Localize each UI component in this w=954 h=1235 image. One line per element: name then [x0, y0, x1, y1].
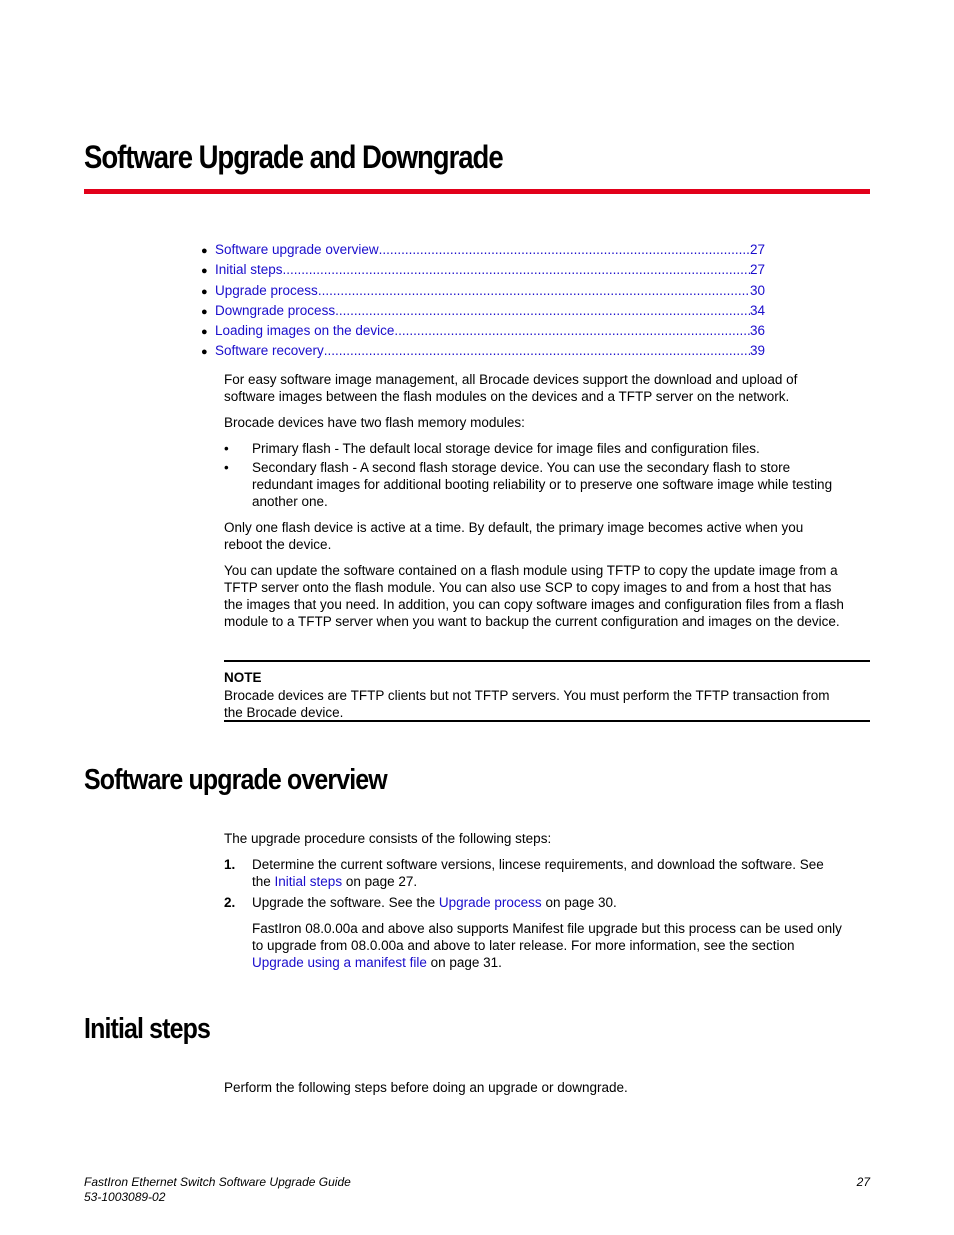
bullet-mark: •: [224, 460, 229, 475]
toc-link[interactable]: Initial steps: [215, 262, 283, 278]
intro-paragraph-3: [224, 519, 874, 553]
title-rule: [84, 189, 870, 194]
toc-page[interactable]: 34: [749, 302, 765, 318]
text-line: another one.: [252, 494, 328, 509]
toc-page[interactable]: 30: [749, 282, 765, 298]
step-number: 1.: [224, 857, 236, 872]
intro-paragraph-4: [224, 562, 874, 630]
toc-link[interactable]: Upgrade process: [215, 282, 318, 298]
toc-page[interactable]: 27: [749, 242, 765, 257]
text-line: Determine the current software versions, lincese requirements, and download the software. See: [252, 857, 824, 872]
text-line: reboot the device.: [224, 537, 332, 552]
page-title: Software Upgrade and Downgrade: [84, 139, 503, 175]
text-span: Upgrade the software. See the: [252, 895, 439, 910]
toc-page[interactable]: 36: [749, 323, 765, 339]
text-line: Secondary flash - A second flash storage device. You can use the secondary flash to store: [252, 460, 791, 475]
bullet-icon: ●: [201, 245, 208, 257]
intro-paragraph-2: Brocade devices have two flash memory modules:: [224, 415, 525, 430]
toc-item[interactable]: [201, 240, 765, 260]
bullet-icon: ●: [201, 326, 208, 339]
text-line: You can update the software contained on a flash module using TFTP to copy the update image from a: [224, 563, 838, 578]
bullet-mark: •: [224, 441, 229, 456]
toc-page[interactable]: 27: [749, 262, 765, 278]
toc-page[interactable]: 39: [749, 343, 765, 359]
footer-guide-title: FastIron Ethernet Switch Software Upgrade Guide: [84, 1175, 351, 1189]
bullet-icon: ●: [201, 305, 208, 318]
text-line: redundant images for additional booting reliability or to preserve one software image while testing: [252, 477, 833, 492]
bullet-icon: ●: [201, 265, 208, 278]
toc-leader: [324, 341, 750, 361]
toc-leader: [335, 301, 750, 321]
note-label: NOTE: [224, 670, 262, 685]
text-line: [252, 954, 862, 971]
page-footer: [84, 1175, 870, 1205]
toc-item[interactable]: [201, 281, 765, 301]
text-line: FastIron 08.0.00a and above also supports Manifest file upgrade but this process can be used only: [252, 921, 842, 936]
upgrade-process-link[interactable]: Upgrade process: [438, 895, 542, 910]
toc-link[interactable]: Downgrade process: [215, 302, 336, 318]
toc-leader: [379, 240, 750, 260]
step-number: 2.: [224, 895, 236, 910]
mini-toc: [201, 240, 765, 362]
toc-link[interactable]: Loading images on the device: [215, 323, 395, 339]
text-line: [252, 894, 862, 911]
toc-link[interactable]: Software recovery: [215, 343, 324, 359]
step-note-text: [252, 920, 862, 971]
initial-steps-link[interactable]: Initial steps: [274, 874, 343, 889]
text-line: the Brocade device.: [224, 705, 344, 720]
toc-item[interactable]: [201, 341, 765, 361]
text-line: TFTP server onto the flash module. You can also use SCP to copy images to and from a host that has: [224, 580, 832, 595]
step-text: [252, 856, 862, 890]
text-span: on page 30.: [541, 895, 617, 910]
note-top-rule: [224, 660, 870, 662]
text-line: Brocade devices are TFTP clients but not TFTP servers. You must perform the TFTP transaction from: [224, 688, 830, 703]
list-item-text: Primary flash - The default local storage device for image files and configuration files.: [252, 441, 760, 456]
note-text: [224, 687, 874, 721]
toc-leader: [318, 281, 750, 301]
toc-link[interactable]: Software upgrade overview: [215, 242, 379, 257]
toc-item[interactable]: [201, 260, 765, 280]
bullet-icon: ●: [201, 346, 208, 359]
intro-paragraph-1: [224, 371, 874, 405]
list-item-text: [252, 459, 862, 510]
toc-leader: [394, 321, 750, 341]
section-heading-overview: Software upgrade overview: [84, 764, 387, 796]
text-span: on page 27.: [342, 874, 418, 889]
note-bottom-rule: [224, 720, 870, 722]
section-heading-initial-steps: Initial steps: [84, 1013, 211, 1045]
text-line: [252, 873, 862, 890]
toc-item[interactable]: [201, 301, 765, 321]
text-line: module to a TFTP server when you want to backup the current configuration and images on the device.: [224, 614, 840, 629]
initial-intro: Perform the following steps before doing an upgrade or downgrade.: [224, 1080, 628, 1095]
step-text: [252, 894, 862, 911]
text-span: on page 31.: [426, 955, 502, 970]
text-line: For easy software image management, all Brocade devices support the download and upload of: [224, 372, 798, 387]
toc-leader: [283, 260, 750, 280]
manifest-upgrade-link[interactable]: Upgrade using a manifest file: [252, 955, 427, 970]
footer-doc-number: 53-1003089-02: [84, 1190, 166, 1204]
toc-item[interactable]: [201, 321, 765, 341]
text-line: Only one flash device is active at a time. By default, the primary image becomes active when you: [224, 520, 804, 535]
overview-intro: The upgrade procedure consists of the following steps:: [224, 831, 552, 846]
text-span: the: [252, 874, 275, 889]
bullet-icon: ●: [201, 285, 208, 298]
text-line: to upgrade from 08.0.00a and above to later release. For more information, see the section: [252, 938, 795, 953]
text-line: software images between the flash modules on the devices and a TFTP server on the network.: [224, 389, 790, 404]
footer-page-number: 27: [856, 1175, 870, 1189]
text-line: the images that you need. In addition, you can copy software images and configuration files from a flash: [224, 597, 844, 612]
